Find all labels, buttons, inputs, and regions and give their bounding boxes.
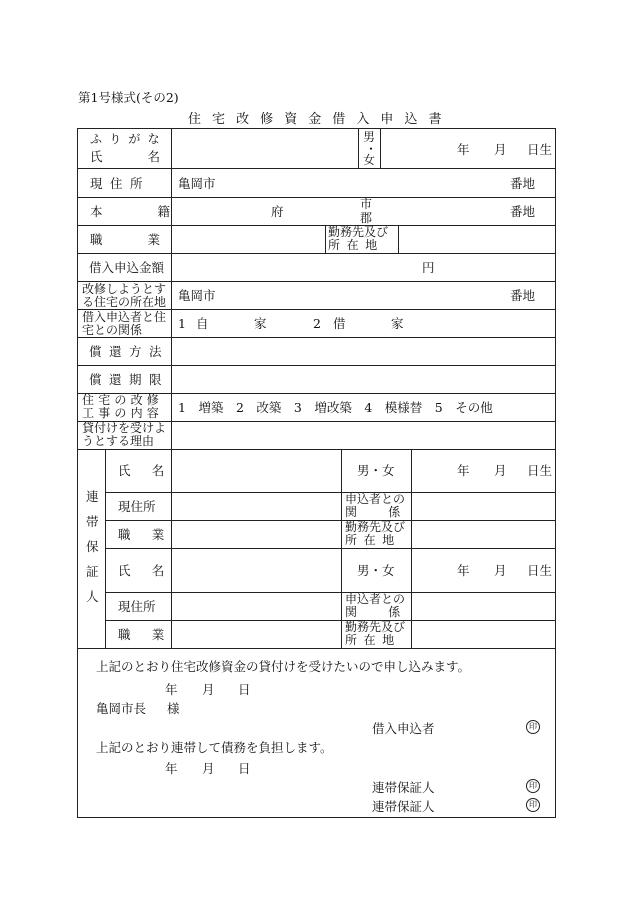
label-repayment-period: 償還期限: [89, 372, 170, 387]
label-relation-2: 宅との関係: [82, 323, 143, 337]
guarantor2-birth-month: 月: [494, 563, 507, 578]
guarantor2-address-label: 現住所: [118, 599, 156, 614]
grid-line: [325, 225, 326, 253]
guarantor2-workplace-1: 勤務先及び: [345, 620, 406, 634]
label-reason-2: うとする理由: [82, 434, 155, 448]
domicile-banchi: 番地: [510, 204, 536, 219]
declaration-day-1: 日: [238, 682, 251, 697]
renovation-banchi: 番地: [510, 288, 536, 303]
label-repayment-method: 償還方法: [89, 344, 170, 359]
guarantor1-address-label: 現住所: [118, 499, 156, 514]
guarantor1-name-label: 氏名: [118, 463, 186, 478]
guarantor2-relation-1: 申込者との: [345, 592, 406, 606]
label-work-content-1: 住宅の改修: [82, 393, 164, 407]
grid-line: [105, 520, 556, 521]
grid-line: [105, 492, 556, 493]
label-relation-1: 借入申込者と住: [82, 310, 167, 324]
grid-line: [77, 168, 556, 169]
grid-line: [105, 548, 556, 549]
work-options: 1 増築 2 改築 3 増改築 4 模様替 5 その他: [178, 400, 493, 415]
guarantor-label-3: 保: [86, 539, 99, 554]
guarantor1-relation-2: 関係: [345, 505, 432, 519]
guarantor2-gender: 男・女: [357, 563, 395, 578]
label-domicile: 本籍: [90, 204, 226, 219]
relation-opt1-b: 家: [254, 316, 267, 331]
grid-line: [171, 449, 172, 648]
grid-line: [380, 128, 381, 168]
grid-line: [398, 225, 399, 253]
seal-mark-icon: 印: [526, 779, 540, 793]
label-furigana: ふりがな: [90, 132, 167, 146]
grid-line: [77, 253, 556, 254]
relation-opt1-no: 1: [178, 316, 186, 331]
guarantor1-relation-1: 申込者との: [345, 492, 406, 506]
relation-opt2-a: 借: [333, 316, 346, 331]
declaration-month-2: 月: [202, 761, 215, 776]
form-title: 住宅改修資金借入申込書: [188, 112, 453, 127]
label-workplace-2: 所在地: [328, 238, 384, 252]
guarantor-sign-1: 連帯保証人: [372, 780, 435, 795]
label-occupation: 職業: [90, 232, 206, 247]
grid-line: [411, 548, 412, 592]
guarantor2-birth-year: 年: [457, 563, 470, 578]
label-renovation-location-1: 改修しようとす: [82, 282, 167, 296]
birth-month: 月: [494, 142, 507, 157]
renovation-city: 亀岡市: [178, 288, 216, 303]
relation-opt1-a: 自: [196, 316, 209, 331]
grid-line: [411, 492, 412, 548]
guarantor-label-4: 証: [86, 564, 99, 579]
declaration-year-2: 年: [165, 761, 178, 776]
seal-mark-icon: 印: [526, 798, 540, 812]
applicant-sign-label: 借入申込者: [372, 721, 435, 736]
guarantor2-name-label: 氏名: [118, 563, 186, 578]
grid-line: [77, 449, 556, 450]
label-renovation-location-2: る住宅の所在地: [82, 295, 167, 309]
declaration-text-2: 上記のとおり連帯して債務を負担します。: [96, 740, 333, 755]
label-current-address: 現住所: [90, 176, 151, 191]
relation-opt2-no: 2: [313, 316, 321, 331]
guarantor2-occupation-label: 職業: [118, 627, 186, 642]
declaration-text-1: 上記のとおり住宅改修資金の貸付けを受けたいので申し込みます。: [96, 659, 471, 674]
gender-male: 男: [363, 130, 376, 144]
guarantor-label-5: 人: [86, 589, 99, 604]
loan-yen: 円: [422, 260, 435, 275]
mayor-sama: 様: [167, 701, 180, 716]
grid-line: [77, 648, 556, 649]
guarantor-label-2: 帯: [86, 514, 99, 529]
grid-line: [77, 337, 556, 338]
grid-line: [358, 128, 359, 168]
grid-line: [77, 197, 556, 198]
grid-line: [341, 449, 342, 648]
guarantor1-birth-month: 月: [494, 463, 507, 478]
mayor-addressee: 亀岡市長: [96, 701, 147, 716]
grid-line: [171, 128, 172, 449]
guarantor2-birth-day: 日生: [527, 563, 553, 578]
guarantor1-birth-year: 年: [457, 463, 470, 478]
grid-line: [411, 449, 412, 492]
domicile-gun: 郡: [360, 211, 373, 225]
grid-line: [411, 592, 412, 648]
seal-mark-icon: 印: [526, 720, 540, 734]
declaration-year-1: 年: [165, 682, 178, 697]
domicile-shi: 市: [360, 197, 373, 211]
label-reason-1: 貸付けを受けよ: [82, 421, 167, 435]
form-number: 第1号様式(その2): [78, 90, 179, 105]
birth-year: 年: [457, 142, 470, 157]
birth-day: 日生: [527, 142, 553, 157]
declaration-month-1: 月: [202, 682, 215, 697]
guarantor1-birth-day: 日生: [527, 463, 553, 478]
guarantor2-workplace-2: 所在地: [345, 633, 401, 647]
guarantor2-relation-2: 関係: [345, 605, 432, 619]
declaration-day-2: 日: [238, 761, 251, 776]
gender-female: 女: [363, 153, 376, 167]
grid-line: [105, 592, 556, 593]
label-name: 氏名: [90, 149, 206, 164]
label-loan-amount: 借入申込金額: [89, 260, 165, 275]
guarantor1-workplace-1: 勤務先及び: [345, 520, 406, 534]
domicile-prefecture: 府: [271, 204, 284, 219]
guarantor-sign-2: 連帯保証人: [372, 799, 435, 814]
grid-line: [77, 225, 556, 226]
guarantor1-workplace-2: 所在地: [345, 533, 401, 547]
gender-dot: ・: [365, 142, 378, 156]
grid-line: [105, 620, 556, 621]
address-city: 亀岡市: [178, 176, 216, 191]
guarantor1-occupation-label: 職業: [118, 527, 186, 542]
grid-line: [77, 365, 556, 366]
guarantor1-gender: 男・女: [357, 463, 395, 478]
guarantor-label-1: 連: [86, 489, 99, 504]
label-workplace-1: 勤務先及び: [328, 225, 389, 239]
address-banchi: 番地: [510, 176, 536, 191]
relation-opt2-b: 家: [391, 316, 404, 331]
grid-line: [105, 449, 106, 648]
label-work-content-2: 工事の内容: [82, 406, 164, 420]
